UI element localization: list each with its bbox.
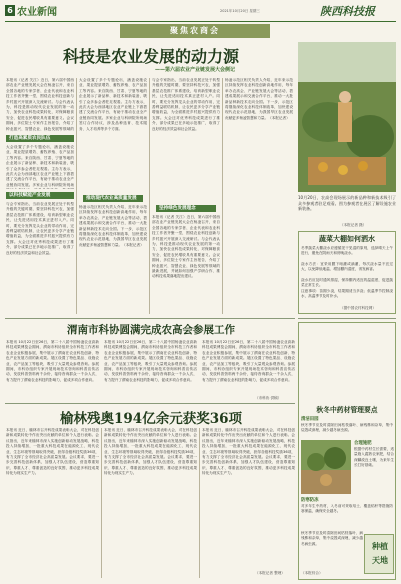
bottom-article-col-3: 本报讯 近日，榆林市召开科技成果表彰大会，对在科技创新和成果转化中作出突出贡献的单位和个人进行表彰。会议指出，近年来榆林市深入实施创新驱动发展战略，科技投入持续增加，一批重大科技成果在能源化工、现代农业、生态环境等领域取得突破，获得各级科技奖励36项，有力支撑了全市经济社会高质量发展。会议要求，要进一步完善科技创新体系，加强人才队伍建设，营造尊重知识、尊重人才、尊重创造的良好氛围，推动更多科技成果转化为现实生产力。 (202, 428, 295, 476)
main-article-col-4: 杨凌示范区相关负责人介绍，近年来示范区持续发挥农业科技创新高地作用，每年举办农高会、产业链发展大会等活动，搭建成果展示和交流合作平台，推动一大批新品种新技术走向全国。下一步，示范区将继续深化农业科技体制改革，加快建设现代农业示范基地，为我国旱区农业发展贡献更多杨凌智慧和力量。（本报记者） (225, 78, 293, 120)
main-article-col-2: 大会设置了多个专题论坛，涵盖设施农业、果业提质增效、畜牧养殖、农产品加工等内容。来自陕西、甘肃、宁夏等地的企业展示了新品种、新技术和新装备，吸引了众多参会者驻足观看。主办方表示，此次大会为西部地区农业产业链上下游搭建了交流合作平台，有助于推动农业全产业链协同发展。多家企业与科研院所现场签订合作协议，涉及品种选育、技术服务、人才培养等多个方面。 (79, 78, 147, 131)
herb-text-4: 秋冬季节应及时清除田间枯枝落叶、病残株和杂草，集中烧毁或深埋，减少越冬病虫源。 (301, 531, 363, 546)
herb-box-credit: （本报综合） (301, 571, 323, 575)
col-rule-2 (149, 78, 150, 314)
masthead-rule (5, 21, 396, 22)
main-article-col-2-end: 杨凌示范区相关负责人介绍，近年来示范区持续发挥农业科技创新高地作用，每年举办农高会、产业链发展大会等活动，搭建成果展示和交流合作平台，推动一大批新品种新技术走向全国。下一步，示范区将继续深化农业科技体制改革，加快建设现代农业示范基地，为我国旱区农业发展贡献更多杨凌智慧和力量。（本报记者） (79, 205, 147, 247)
vegetable-para-4: 注意事项：苗期少浇，结果期适当多浇；低温季节控制浇水，高温季节及时补水。 (301, 289, 393, 299)
vegetable-box-title: 蔬菜大棚如何洒水 (319, 235, 375, 243)
paper-name: 陕西科技报 (320, 5, 375, 18)
section-divider-1b (298, 318, 396, 319)
harvest-photo (298, 42, 396, 192)
bottom-article-col-1: 本报讯 近日，榆林市召开科技成果表彰大会，对在科技创新和成果转化中作出突出贡献的单位和个人进行表彰。会议指出，近年来榆林市深入实施创新驱动发展战略，科技投入持续增加，一批重大科技成果在能源化工、现代农业、生态环境等领域取得突破，获得各级科技奖励36项，有力支撑了全市经济社会高质量发展。会议要求，要进一步完善科技创新体系，加强人才队伍建设，营造尊重知识、尊重人才、尊重创造的良好氛围，推动更多科技成果转化为现实生产力。 (6, 428, 99, 476)
main-article-col-3: 与会专家指出，当前农业发展正处于转型升级的关键时期，要坚持科技兴农，加强基层农技推广体系建设，培育新型职业农民，让先进适用技术真正进村入户。同时，要充分发挥龙头企业的带动作用，完善利益联结机制，让农民更多分享产业链增值收益，为全面推进乡村振兴提供有力支撑。大会还对优秀科技成果进行了推介，部分成果已在多地示范推广，取得了良好的经济效益和社会效益。 (152, 78, 220, 131)
herb-heading-1: 清洁田园 (301, 417, 319, 422)
middle-article-col-1: 本报讯 10月22日至26日，第二十八届中国杨凌农业高新科技成果博览会期间，渭南市科协组织全市科技工作者和农业企业积极参展，集中展示了渭南在农业科技创新、特色产业发展方面的新成果。展区设置了特色果品、设施农业、农产品加工等板块，吸引了大量观众参观咨询。参展期间，市科协组织专家开展现场技术咨询和科普宣传活动，发放科普资料两千余份，接待咨询群众一千余人次，有力提升了渭南农业科技的影响力，促成多项合作意向。 (6, 340, 99, 382)
main-article-col-1: 本报讯（记者 关江）近日，第六届中国西部农业产业链发展大会在杨凌召开，来自全国各地的专家学者、企业代表和农业科技工作者齐聚一堂，围绕农业科技创新与乡村振兴开展深入交流研讨。与会代表认为，科技是推动现代农业发展的第一动力，加快农业科技成果转化，对保障粮食安全、促进农民增收具有重要意义。会议期间，多位院士专家作主旨报告，介绍了种业振兴、智慧农业、绿色发展等领域的 (6, 78, 74, 131)
vegetable-para-2: 浇水方法：宜采用膜下暗灌或滴灌，每次浇水量不宜过大，以免降低地温、增加棚内湿度，诱发病害。 (301, 262, 393, 272)
col-rule-3 (222, 78, 223, 314)
photo-caption-credit: （本报记者 摄） (340, 223, 367, 227)
section-divider-1 (5, 318, 295, 319)
herb-box-title: 秋冬中药材管理要点 (316, 406, 378, 414)
corner-stamp (364, 534, 394, 574)
main-heading-c: 推动现代农业高质量发展 (83, 195, 143, 202)
main-article-subtitle: ——第六届农业产业链发展大会侧记 (154, 67, 235, 73)
main-heading-b: 以科技赋能产业发展 (6, 192, 74, 199)
bottom-article-credit: （本报记者 整理） (255, 571, 285, 575)
vegetable-para-3: 浇水后应及时通风排湿，保持棚内适宜的温湿度，促进蔬菜正常生长。 (301, 278, 393, 288)
corner-stamp-line-2: 天地 (372, 556, 388, 565)
middle-article-title: 渭南市科协圆满完成农高会参展工作 (67, 324, 235, 336)
page-number: 6 (5, 5, 15, 16)
main-heading-d: 坚持绿色发展理念 (156, 205, 216, 212)
corner-stamp-line-1: 种植 (372, 542, 388, 551)
herb-text-2: 根据中药材生长需要，适量施入腐熟农家肥，结合深翻改良土壤，为来年生长打好基础。 (354, 447, 394, 468)
herb-photo (301, 440, 351, 494)
vegetable-para-1: 冬季蔬菜大棚浇水应遵循见干见湿的原则，选择晴天上午进行，避免在阴雨天和傍晚浇水。 (301, 246, 393, 256)
main-article-col-1-cont: 大会设置了多个专题论坛，涵盖设施农业、果业提质增效、畜牧养殖、农产品加工等内容。来自陕西、甘肃、宁夏等地的企业展示了新品种、新技术和新装备，吸引了众多参会者驻足观看。主办方表示，此次大会为西部地区农业产业链上下游搭建了交流合作平台，有助于推动农业全产业链协同发展。多家企业与科研院所现场 (6, 145, 74, 187)
bottom-article-col-2: 本报讯 近日，榆林市召开科技成果表彰大会，对在科技创新和成果转化中作出突出贡献的单位和个人进行表彰。会议指出，近年来榆林市深入实施创新驱动发展战略，科技投入持续增加，一批重大科技成果在能源化工、现代农业、生态环境等领域取得突破，获得各级科技奖励36项，有力支撑了全市经济社会高质量发展。会议要求，要进一步完善科技创新体系，加强人才队伍建设，营造尊重知识、尊重人才、尊重创造的良好氛围，推动更多科技成果转化为现实生产力。 (104, 428, 197, 476)
section-name: 农业新闻 (17, 7, 57, 18)
col-rule-1 (76, 78, 77, 314)
main-article-title: 科技是农业发展的动力源 (62, 47, 239, 66)
vegetable-box-credit: （据中国农村科技网） (340, 306, 376, 310)
herb-text-3: 对多年生中药材，入冬前可采取培土、覆盖秸秆等措施防寒保温，确保安全越冬。 (301, 504, 393, 514)
banner-text: 聚焦农商会 (170, 26, 220, 35)
herb-heading-3: 防寒防冻 (301, 498, 319, 503)
main-heading-a: 打造高素质农民队伍 (6, 135, 74, 142)
main-article-col-1-end: 与会专家指出，当前农业发展正处于转型升级的关键时期，要坚持科技兴农，加强基层农技推广体系建设，培育新型职业农民，让先进适用技术真正进村入户。同时，要充分发挥龙头企业的带动作用，完善利益联结机制，让农民更多分享产业链增值收益，为全面推进乡村振兴提供有力支撑。大会还对优秀科技成果进行了推介，部分成果已在多地示范推广，取得了良好的经济效益和社会效益。 (6, 202, 74, 255)
herb-heading-2: 合理施肥 (354, 441, 372, 446)
middle-article-credit: （市科协 供稿） (255, 396, 282, 400)
herb-text-1: 秋冬季节应及时清除田间枯枝落叶、病残株和杂草，集中烧毁或深埋，减少越冬病虫源。 (301, 423, 393, 433)
photo-caption: 10月20日，农高会现场展示的新品种和新技术吸引了众多参观者驻足观看。图为参观者在展区了解设施农业新装备。 (298, 195, 396, 212)
bottom-article-title: 榆林残奥194亿余元获奖36项 (60, 411, 242, 427)
section-divider-2 (5, 403, 295, 404)
masthead (0, 0, 401, 22)
middle-article-col-3: 本报讯 10月22日至26日，第二十八届中国杨凌农业高新科技成果博览会期间，渭南市科协组织全市科技工作者和农业企业积极参展，集中展示了渭南在农业科技创新、特色产业发展方面的新成果。展区设置了特色果品、设施农业、农产品加工等板块，吸引了大量观众参观咨询。参展期间，市科协组织专家开展现场技术咨询和科普宣传活动，发放科普资料两千余份，接待咨询群众一千余人次，有力提升了渭南农业科技的影响力，促成多项合作意向。 (202, 340, 295, 382)
bottom-col-rule-2 (199, 428, 200, 578)
middle-article-col-2: 本报讯 10月22日至26日，第二十八届中国杨凌农业高新科技成果博览会期间，渭南市科协组织全市科技工作者和农业企业积极参展，集中展示了渭南在农业科技创新、特色产业发展方面的新成果。展区设置了特色果品、设施农业、农产品加工等板块，吸引了大量观众参观咨询。参展期间，市科协组织专家开展现场技术咨询和科普宣传活动，发放科普资料两千余份，接待咨询群众一千余人次，有力提升了渭南农业科技的影响力，促成多项合作意向。 (104, 340, 197, 382)
main-article-col-3-end: 本报讯（记者 关江）近日，第六届中国西部农业产业链发展大会在杨凌召开，来自全国各地的专家学者、企业代表和农业科技工作者齐聚一堂，围绕农业科技创新与乡村振兴开展深入交流研讨。与会代表认为，科技是推动现代农业发展的第一动力，加快农业科技成果转化，对保障粮食安全、促进农民增收具有重要意义。会议期间，多位院士专家作主旨报告，介绍了种业振兴、智慧农业、绿色发展等领域的最新进展，并就如何加强产学研合作、推动科技成果落地提出建议。 (152, 215, 220, 279)
bottom-col-rule-1 (101, 428, 102, 578)
masthead-info: 2021年10月20日 星期三 (220, 9, 260, 13)
